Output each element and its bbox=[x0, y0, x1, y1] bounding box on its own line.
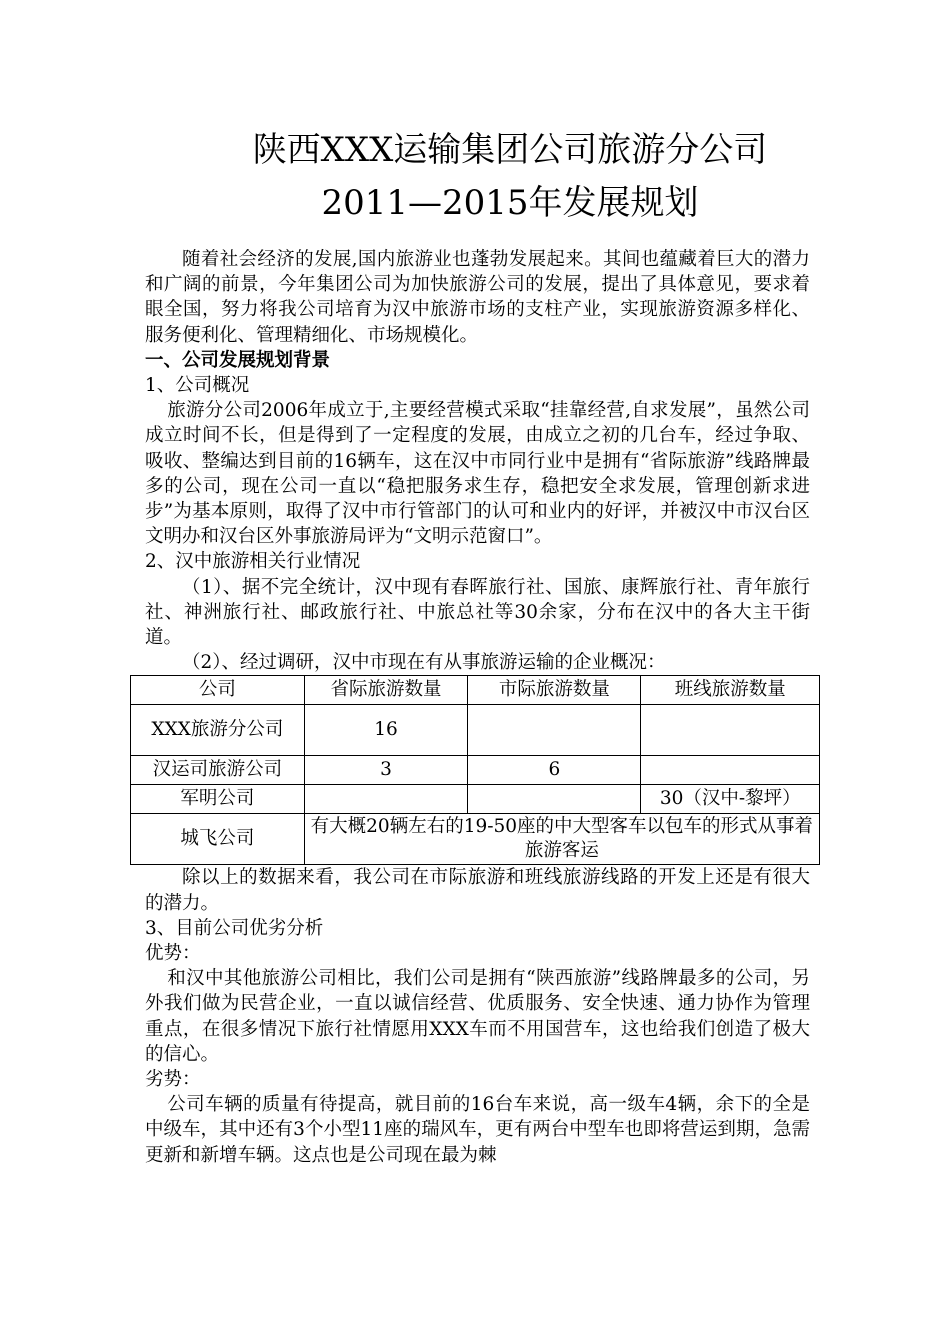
disadvantage-paragraph: 公司车辆的质量有待提高，就目前的16台车来说，高一级车4辆，余下的全是中级车，其中还有3个小型11座的瑞风车，更有两台中型车也即将营运到期，急需更新和新增车辆。这点也是公司现在最为棘 bbox=[145, 1094, 810, 1166]
section1-heading: 一、公司发展规划背景 bbox=[145, 349, 331, 371]
table-cell bbox=[641, 756, 820, 785]
table-cell bbox=[468, 705, 641, 756]
advantage-label: 优势： bbox=[145, 943, 201, 965]
table-row bbox=[131, 756, 820, 785]
subsection3-heading: 3、目前公司优劣分析 bbox=[145, 917, 324, 939]
enterprise-table bbox=[130, 675, 820, 865]
table-cell bbox=[304, 785, 468, 814]
table-merged-cell: 有大概20辆左右的19-50座的中大型客车以包车的形式从事着旅游客运 bbox=[304, 814, 819, 865]
table-cell bbox=[641, 705, 820, 756]
table-cell: 30（汉中-黎坪） bbox=[641, 785, 820, 814]
table-row bbox=[131, 785, 820, 814]
table-header-cell: 市际旅游数量 bbox=[468, 676, 641, 705]
subsection2-paragraph1: （1）、据不完全统计，汉中现有春晖旅行社、国旅、康辉旅行社、青年旅行社、神洲旅行社、邮政旅行社、中旅总社等30余家，分布在汉中的各大主干街道。 bbox=[145, 576, 810, 649]
table-cell: XXX旅游分公司 bbox=[131, 705, 305, 756]
table-header-cell: 省际旅游数量 bbox=[304, 676, 468, 705]
table-row bbox=[131, 705, 820, 756]
document-body bbox=[145, 247, 814, 1168]
intro-paragraph: 随着社会经济的发展,国内旅游业也蓬勃发展起来。其间也蕴藏着巨大的潜力和广阔的前景，今年集团公司为加快旅游公司的发展，提出了具体意见，要求着眼全国，努力将我公司培育为汉中旅游市场的支柱产业，实现旅游资源多样化、服务便利化、管理精细化、市场规模化。 bbox=[145, 249, 810, 346]
document-title-line2: 2011—2015年发展规划 bbox=[321, 183, 699, 223]
table-header-cell: 公司 bbox=[131, 676, 305, 705]
table-header-cell: 班线旅游数量 bbox=[641, 676, 820, 705]
document-title-line1: 陕西XXX运输集团公司旅游分公司 bbox=[252, 130, 768, 170]
subsection2-heading: 2、汉中旅游相关行业情况 bbox=[145, 551, 361, 573]
subsection2-paragraph2: （2）、经过调研，汉中市现在有从事旅游运输的企业概况： bbox=[182, 652, 666, 674]
table-header-row bbox=[131, 676, 820, 705]
table-cell: 城飞公司 bbox=[131, 814, 305, 865]
table-cell: 军明公司 bbox=[131, 785, 305, 814]
table-cell: 汉运司旅游公司 bbox=[131, 756, 305, 785]
disadvantage-label: 劣势： bbox=[145, 1069, 201, 1091]
subsection1-paragraph: 旅游分公司2006年成立于,主要经营模式采取“挂靠经营,自求发展”，虽然公司成立时间不长，但是得到了一定程度的发展，由成立之初的几台车，经过争取、吸收、整编达到目前的16辆车，这在汉中市同行业中是拥有“省际旅游”线路牌最多的公司，现在公司一直以“稳把服务求生存，稳把安全求发展，管理创新求进步”为基本原则，取得了汉中市行管部门的认可和业内的好评，并被汉中市汉台区文明办和汉台区外事旅游局评为“文明示范窗口”。 bbox=[145, 400, 810, 548]
after-table-paragraph: 除以上的数据来看，我公司在市际旅游和班线旅游线路的开发上还是有很大的潜力。 bbox=[145, 867, 810, 914]
table-cell bbox=[468, 785, 641, 814]
table-row bbox=[131, 814, 820, 865]
table-cell: 16 bbox=[304, 705, 468, 756]
table-cell: 3 bbox=[304, 756, 468, 785]
table-cell: 6 bbox=[468, 756, 641, 785]
subsection1-heading: 1、公司概况 bbox=[145, 375, 250, 397]
advantage-paragraph: 和汉中其他旅游公司相比，我们公司是拥有“陕西旅游”线路牌最多的公司，另外我们做为民营企业，一直以诚信经营、优质服务、安全快速、通力协作为管理重点，在很多情况下旅行社情愿用XXX车而不用国营车，这也给我们创造了极大的信心。 bbox=[145, 968, 810, 1065]
